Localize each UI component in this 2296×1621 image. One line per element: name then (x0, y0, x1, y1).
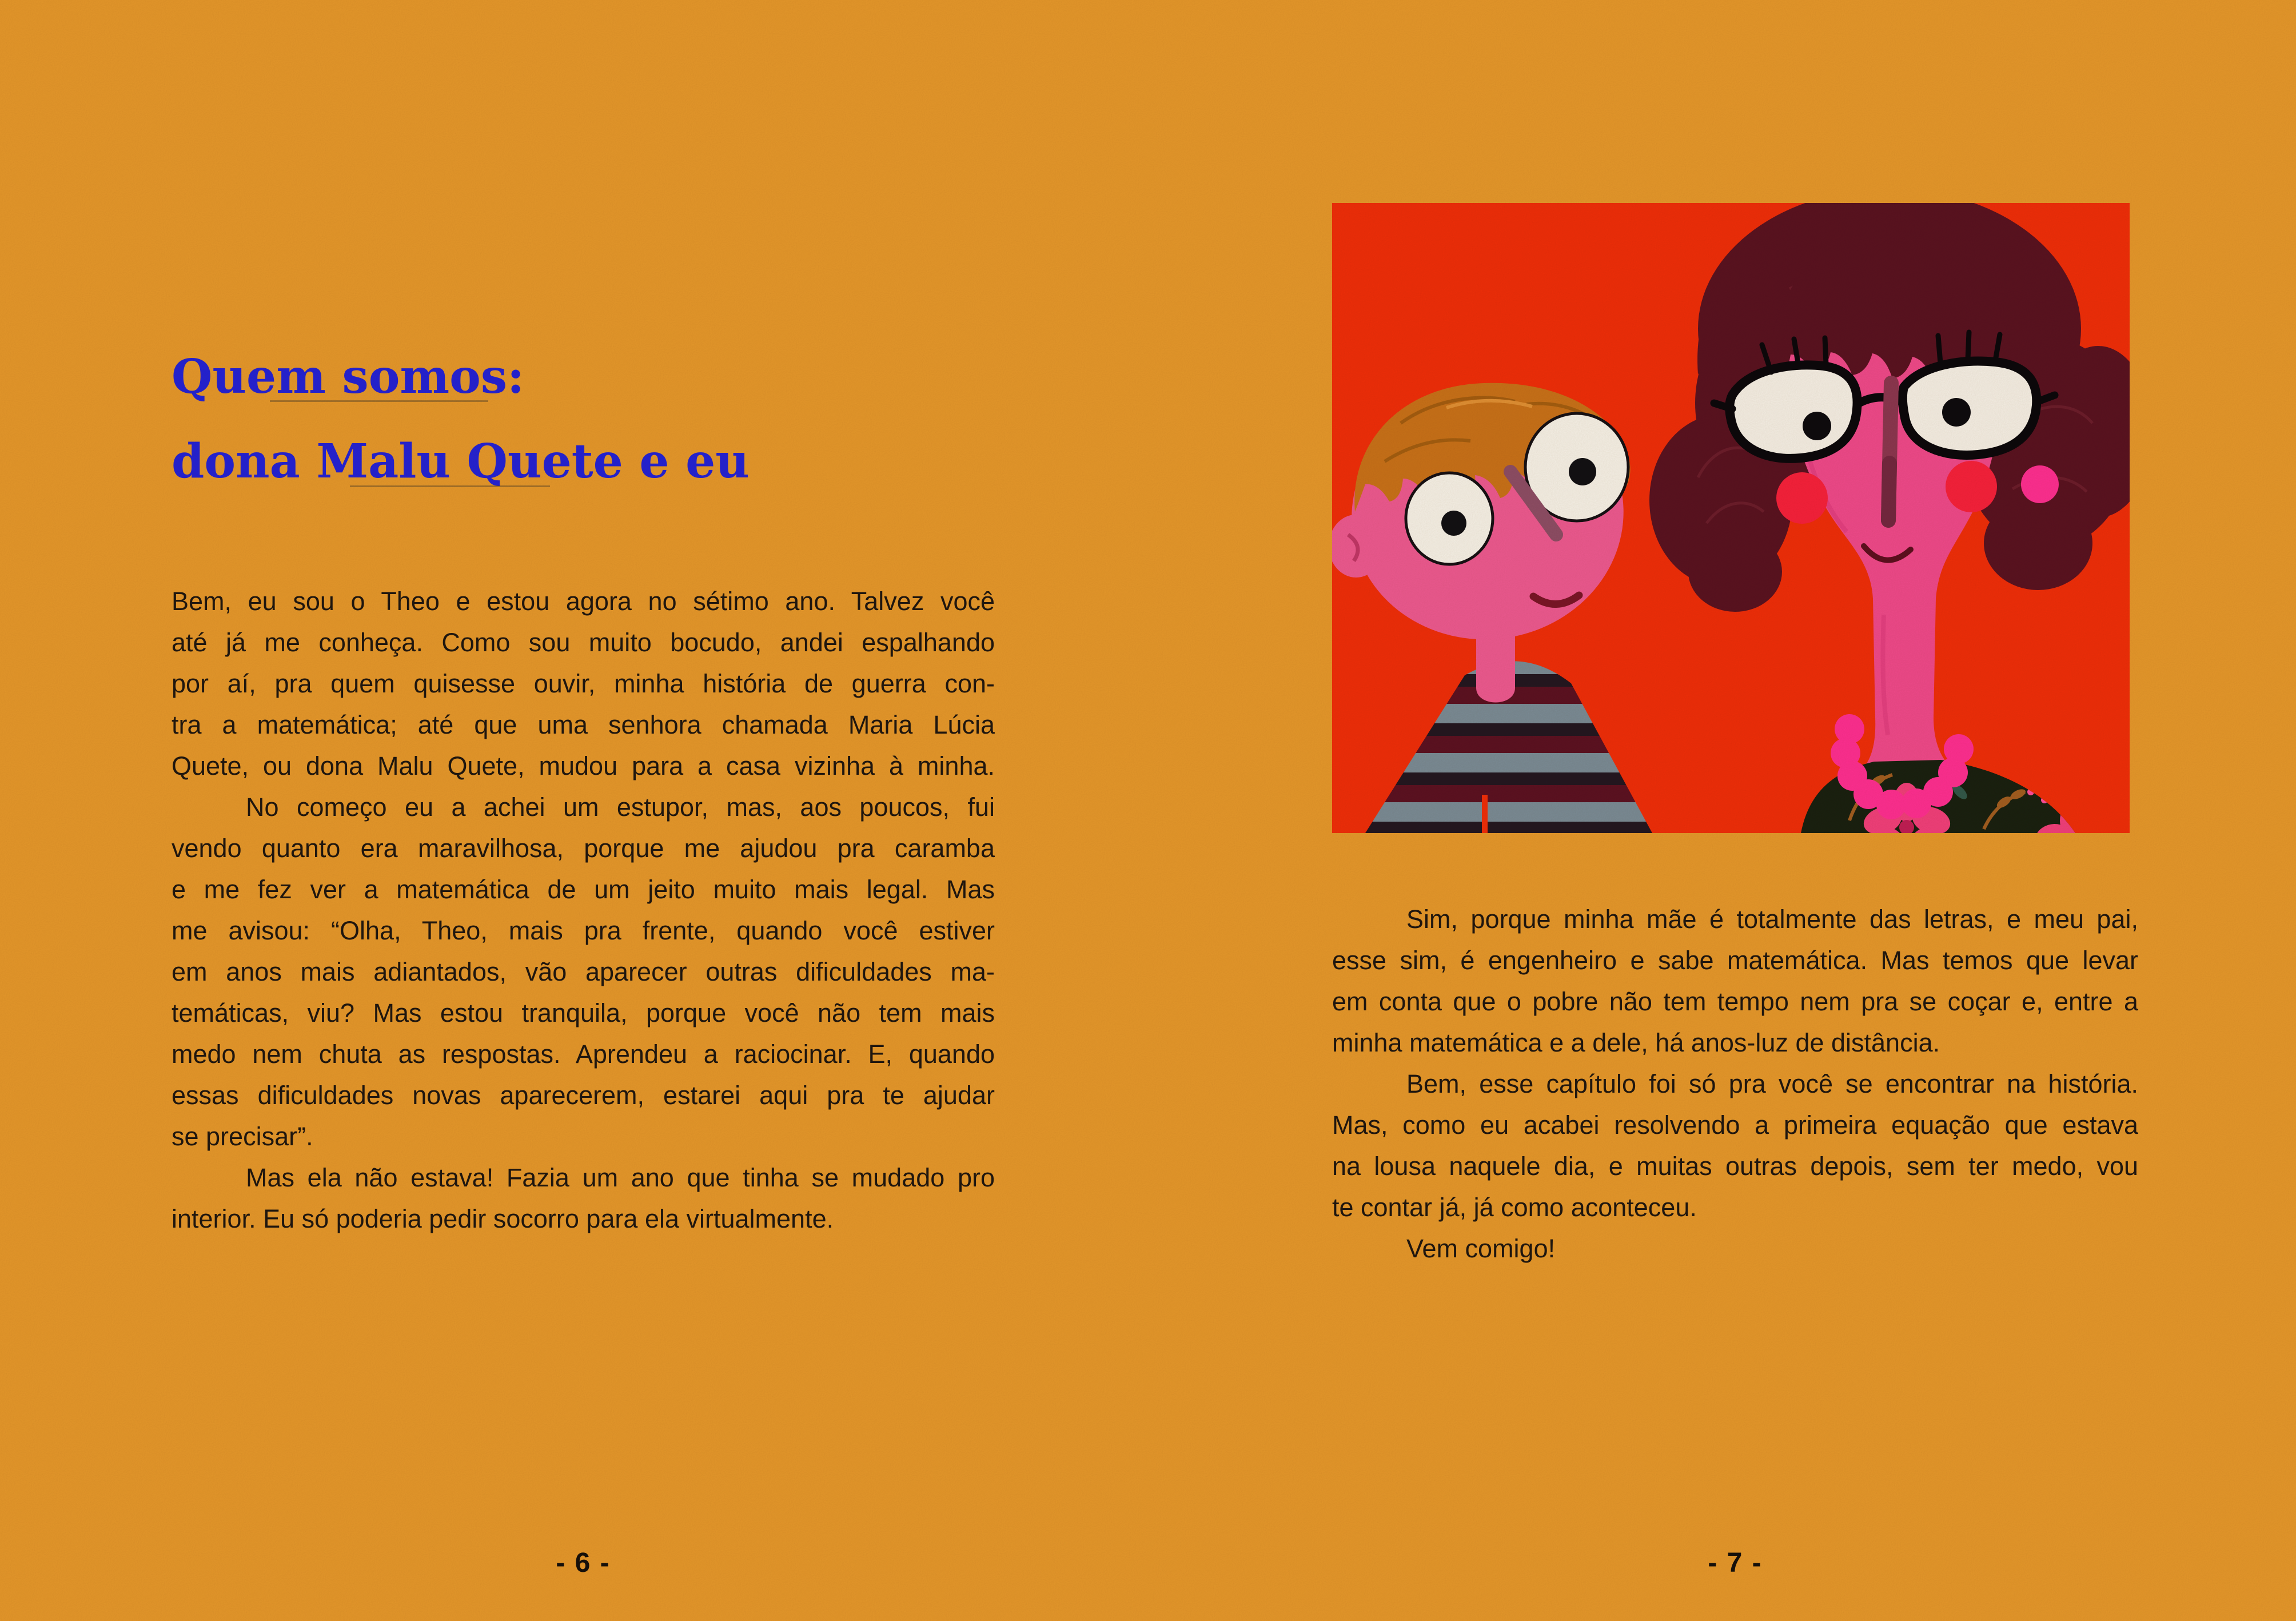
text-line: interior. Eu só poderia pedir socorro para ela virtualmente. (172, 1204, 834, 1233)
chapter-heading-line-1: Quem somos: (172, 349, 525, 404)
text-line: esse sim, é engenheiro e sabe matemática. Mas temos que levar (1332, 946, 2138, 975)
text-line: vendo quanto era maravilhosa, porque me ajudou pra caramba (172, 834, 995, 863)
text-line: em anos mais adiantados, vão aparecer outras dificuldades ma- (172, 957, 995, 986)
woman-right-pupil (1942, 398, 1971, 427)
text-line: Bem, esse capítulo foi só pra você se encontrar na história. (1406, 1069, 2138, 1098)
paragraph (1332, 1064, 2138, 1228)
text-line: temáticas, viu? Mas estou tranquila, porque você não tem mais (172, 998, 995, 1027)
boy-right-pupil (1569, 458, 1596, 485)
text-line: Vem comigo! (1406, 1234, 1556, 1263)
left-page-text (172, 581, 995, 1240)
text-line: Sim, porque minha mãe é totalmente das letras, e meu pai, (1406, 905, 2138, 934)
paragraph (172, 787, 995, 1157)
text-line: Mas ela não estava! Fazia um ano que tinha se mudado pro (246, 1163, 995, 1192)
page-number-left: - 6 - (556, 1548, 611, 1578)
story-illustration (1332, 203, 2130, 833)
chapter-heading-line-2: dona Malu Quete e eu (172, 434, 750, 489)
heading-underline (350, 485, 550, 487)
illustration-svg (1332, 203, 2130, 833)
text-line: por aí, pra quem quisesse ouvir, minha história de guerra con- (172, 669, 995, 698)
text-line: e me fez ver a matemática de um jeito muito mais legal. Mas (172, 875, 995, 904)
page-number-right: - 7 - (1708, 1548, 1763, 1578)
text-line: Mas, como eu acabei resolvendo a primeira equação que estava (1332, 1110, 2138, 1140)
text-line: Bem, eu sou o Theo e estou agora no sétimo ano. Talvez você (172, 587, 995, 616)
paragraph (1332, 1228, 2138, 1269)
text-line: medo nem chuta as respostas. Aprendeu a raciocinar. E, quando (172, 1039, 995, 1069)
earring (2021, 465, 2059, 503)
woman-right-cheek (1946, 461, 1997, 512)
text-line: minha matemática e a dele, há anos-luz de distância. (1332, 1028, 1940, 1057)
paragraph (172, 581, 995, 787)
chapter-heading (172, 334, 1029, 504)
woman-nose-shadow (1888, 463, 1890, 520)
text-line: essas dificuldades novas aparecerem, estarei aqui pra te ajudar (172, 1081, 995, 1110)
heading-underline (270, 400, 488, 402)
text-line: em conta que o pobre não tem tempo nem pra se coçar e, entre a (1332, 987, 2138, 1016)
text-line: se precisar”. (172, 1122, 313, 1151)
woman-left-pupil (1803, 412, 1831, 440)
paragraph (172, 1157, 995, 1240)
text-line: na lousa naquele dia, e muitas outras depois, sem ter medo, vou (1332, 1152, 2138, 1181)
paragraph (1332, 899, 2138, 1064)
text-line: tra a matemática; até que uma senhora chamada Maria Lúcia (172, 710, 995, 739)
text-line: até já me conheça. Como sou muito bocudo, andei espalhando (172, 628, 995, 657)
woman-left-cheek (1776, 472, 1828, 524)
boy-left-pupil (1441, 511, 1466, 536)
text-line: No começo eu a achei um estupor, mas, aos poucos, fui (246, 792, 995, 822)
text-line: me avisou: “Olha, Theo, mais pra frente, quando você estiver (172, 916, 995, 945)
text-line: Quete, ou dona Malu Quete, mudou para a casa vizinha à minha. (172, 751, 995, 780)
right-page-text (1332, 899, 2138, 1269)
text-line: te contar já, já como aconteceu. (1332, 1193, 1697, 1222)
